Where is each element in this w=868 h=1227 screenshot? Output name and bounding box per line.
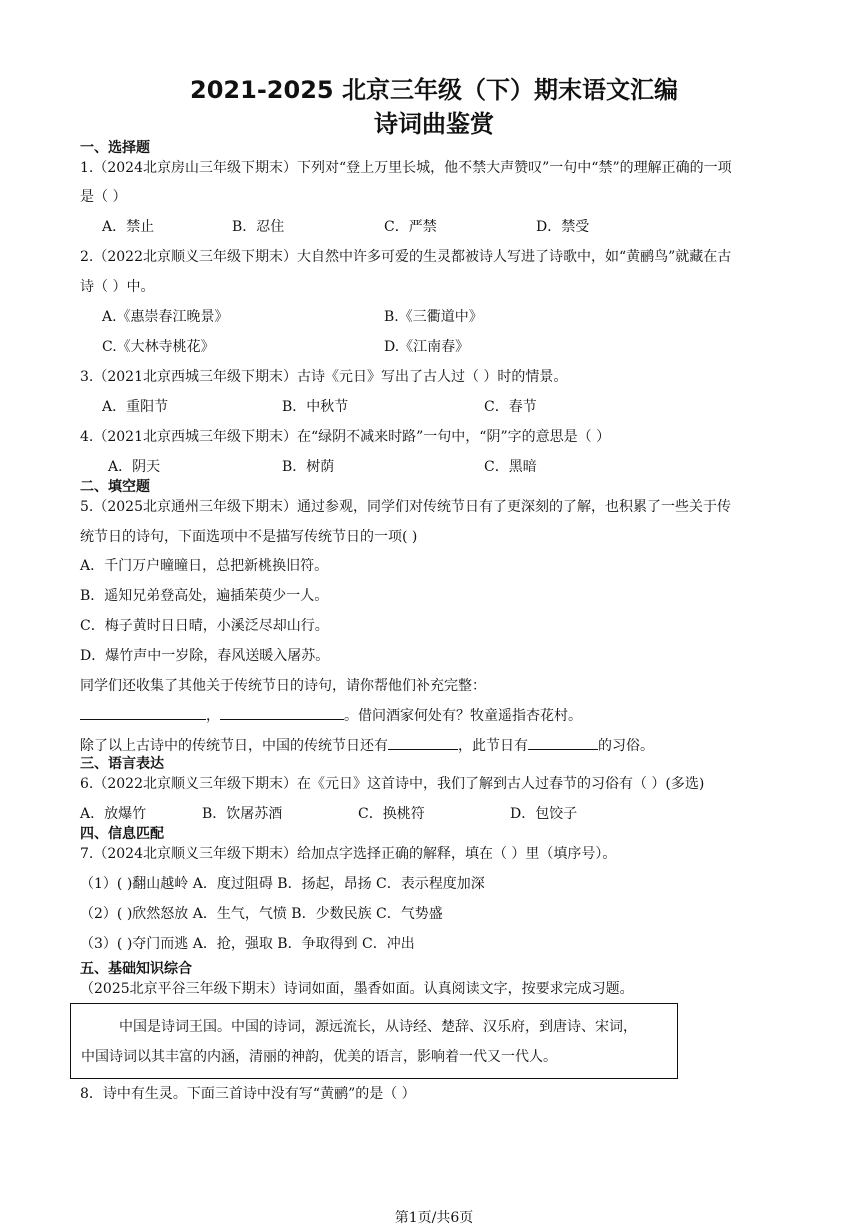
- q6-option-b: B．饮屠苏酒: [202, 806, 283, 822]
- q5-last-b: ，此节日有: [458, 738, 528, 754]
- question-6-text: 6.（2022北京顺义三年级下期末）在《元日》这首诗中，我们了解到古人过春节的习俗有（ ）(多选): [80, 776, 705, 792]
- q5-option-c: C．梅子黄时日日晴，小溪泛尽却山行。: [80, 618, 329, 634]
- q5-option-d: D．爆竹声中一岁除，春风送暖入屠苏。: [80, 648, 330, 664]
- page-title: 2021-2025 北京三年级（下）期末语文汇编: [190, 76, 678, 104]
- q4-option-b: B．树荫: [282, 459, 335, 475]
- question-4-text: 4.（2021北京西城三年级下期末）在“绿阴不减来时路”一句中，“阴”字的意思是（ ）: [80, 429, 611, 445]
- fill-blank-4[interactable]: [528, 735, 598, 750]
- q2-option-b: B.《三衢道中》: [384, 309, 483, 325]
- section-heading-comprehensive: 五、基础知识综合: [80, 961, 192, 977]
- q5-last-line: [80, 735, 654, 755]
- q6-option-a: A．放爆竹: [80, 806, 147, 822]
- q1-option-b: B．忍住: [232, 219, 285, 235]
- q8-intro: （2025北京平谷三年级下期末）诗词如面，墨香如面。认真阅读文字，按要求完成习题。: [80, 981, 634, 997]
- question-8-text: 8．诗中有生灵。下面三首诗中没有写“黄鹂”的是（ ）: [80, 1086, 416, 1102]
- fill-comma: ，: [206, 708, 220, 724]
- q2-option-a: A.《惠崇春江晚景》: [102, 309, 229, 325]
- q3-option-a: A．重阳节: [102, 399, 169, 415]
- q3-option-b: B．中秋节: [282, 399, 349, 415]
- section-heading-expression: 三、语言表达: [80, 756, 164, 772]
- q1-option-c: C．严禁: [384, 219, 437, 235]
- section-heading-choice: 一、选择题: [80, 140, 150, 156]
- section-heading-match: 四、信息匹配: [80, 826, 164, 842]
- q5-last-c: 的习俗。: [598, 738, 654, 754]
- q7-row-3: （3）( )夺门而逃 A．抢，强取 B．争取得到 C．冲出: [80, 936, 415, 952]
- q6-option-c: C．换桃符: [358, 806, 425, 822]
- q7-row-2: （2）( )欣然怒放 A．生气，气愤 B．少数民族 C．气势盛: [80, 906, 443, 922]
- fill-blank-1[interactable]: [80, 705, 206, 720]
- q5-fill-line: [80, 705, 582, 725]
- page-subtitle: 诗词曲鉴赏: [374, 110, 494, 138]
- q4-option-a: A．阴天: [108, 459, 161, 475]
- page-footer: 第1页/共6页: [394, 1210, 474, 1226]
- question-5-text: 5.（2025北京通州三年级下期末）通过参观，同学们对传统节日有了更深刻的了解，也积累了一些关于传: [80, 499, 731, 515]
- q5-last-a: 除了以上古诗中的传统节日，中国的传统节日还有: [80, 738, 388, 754]
- passage-line-1: 中国是诗词王国。中国的诗词，源远流长，从诗经、楚辞、汉乐府，到唐诗、宋词，: [119, 1019, 637, 1035]
- q5-prompt: 同学们还收集了其他关于传统节日的诗句，请你帮他们补充完整：: [80, 678, 486, 694]
- fill-blank-2[interactable]: [220, 705, 344, 720]
- q1-option-a: A．禁止: [102, 219, 155, 235]
- passage-line-2: 中国诗词以其丰富的内涵，清丽的神韵，优美的语言，影响着一代又一代人。: [81, 1049, 557, 1065]
- q7-row-1: （1）( )翻山越岭 A．度过阻碍 B．扬起，昂扬 C．表示程度加深: [80, 876, 485, 892]
- q2-option-d: D.《江南春》: [384, 339, 470, 355]
- question-1-text: 1.（2024北京房山三年级下期末）下列对“登上万里长城，他不禁大声赞叹”一句中“禁”的理解正确的一项: [80, 160, 732, 176]
- section-heading-fill: 二、填空题: [80, 479, 150, 495]
- passage-box: [70, 1003, 678, 1079]
- question-2-text-cont: 诗（ ）中。: [80, 279, 155, 295]
- q5-option-b: B．遥知兄弟登高处，遍插茱萸少一人。: [80, 588, 329, 604]
- q4-option-c: C．黑暗: [484, 459, 537, 475]
- fill-rest: 。借问酒家何处有？牧童遥指杏花村。: [344, 708, 582, 724]
- question-5-text-cont: 统节日的诗句，下面选项中不是描写传统节日的一项( ): [80, 529, 418, 545]
- q5-option-a: A．千门万户曈曈日，总把新桃换旧符。: [80, 558, 329, 574]
- question-7-text: 7.（2024北京顺义三年级下期末）给加点字选择正确的解释，填在（ ）里（填序号）。: [80, 846, 617, 862]
- fill-blank-3[interactable]: [388, 735, 458, 750]
- question-1-text-cont: 是（ ）: [80, 189, 127, 205]
- q6-option-d: D．包饺子: [510, 806, 578, 822]
- q2-option-c: C.《大林寺桃花》: [102, 339, 215, 355]
- q1-option-d: D．禁受: [536, 219, 590, 235]
- question-3-text: 3.（2021北京西城三年级下期末）古诗《元日》写出了古人过（ ）时的情景。: [80, 369, 568, 385]
- question-2-text: 2.（2022北京顺义三年级下期末）大自然中许多可爱的生灵都被诗人写进了诗歌中，如“黄鹂鸟”就藏在古: [80, 249, 732, 265]
- q3-option-c: C．春节: [484, 399, 537, 415]
